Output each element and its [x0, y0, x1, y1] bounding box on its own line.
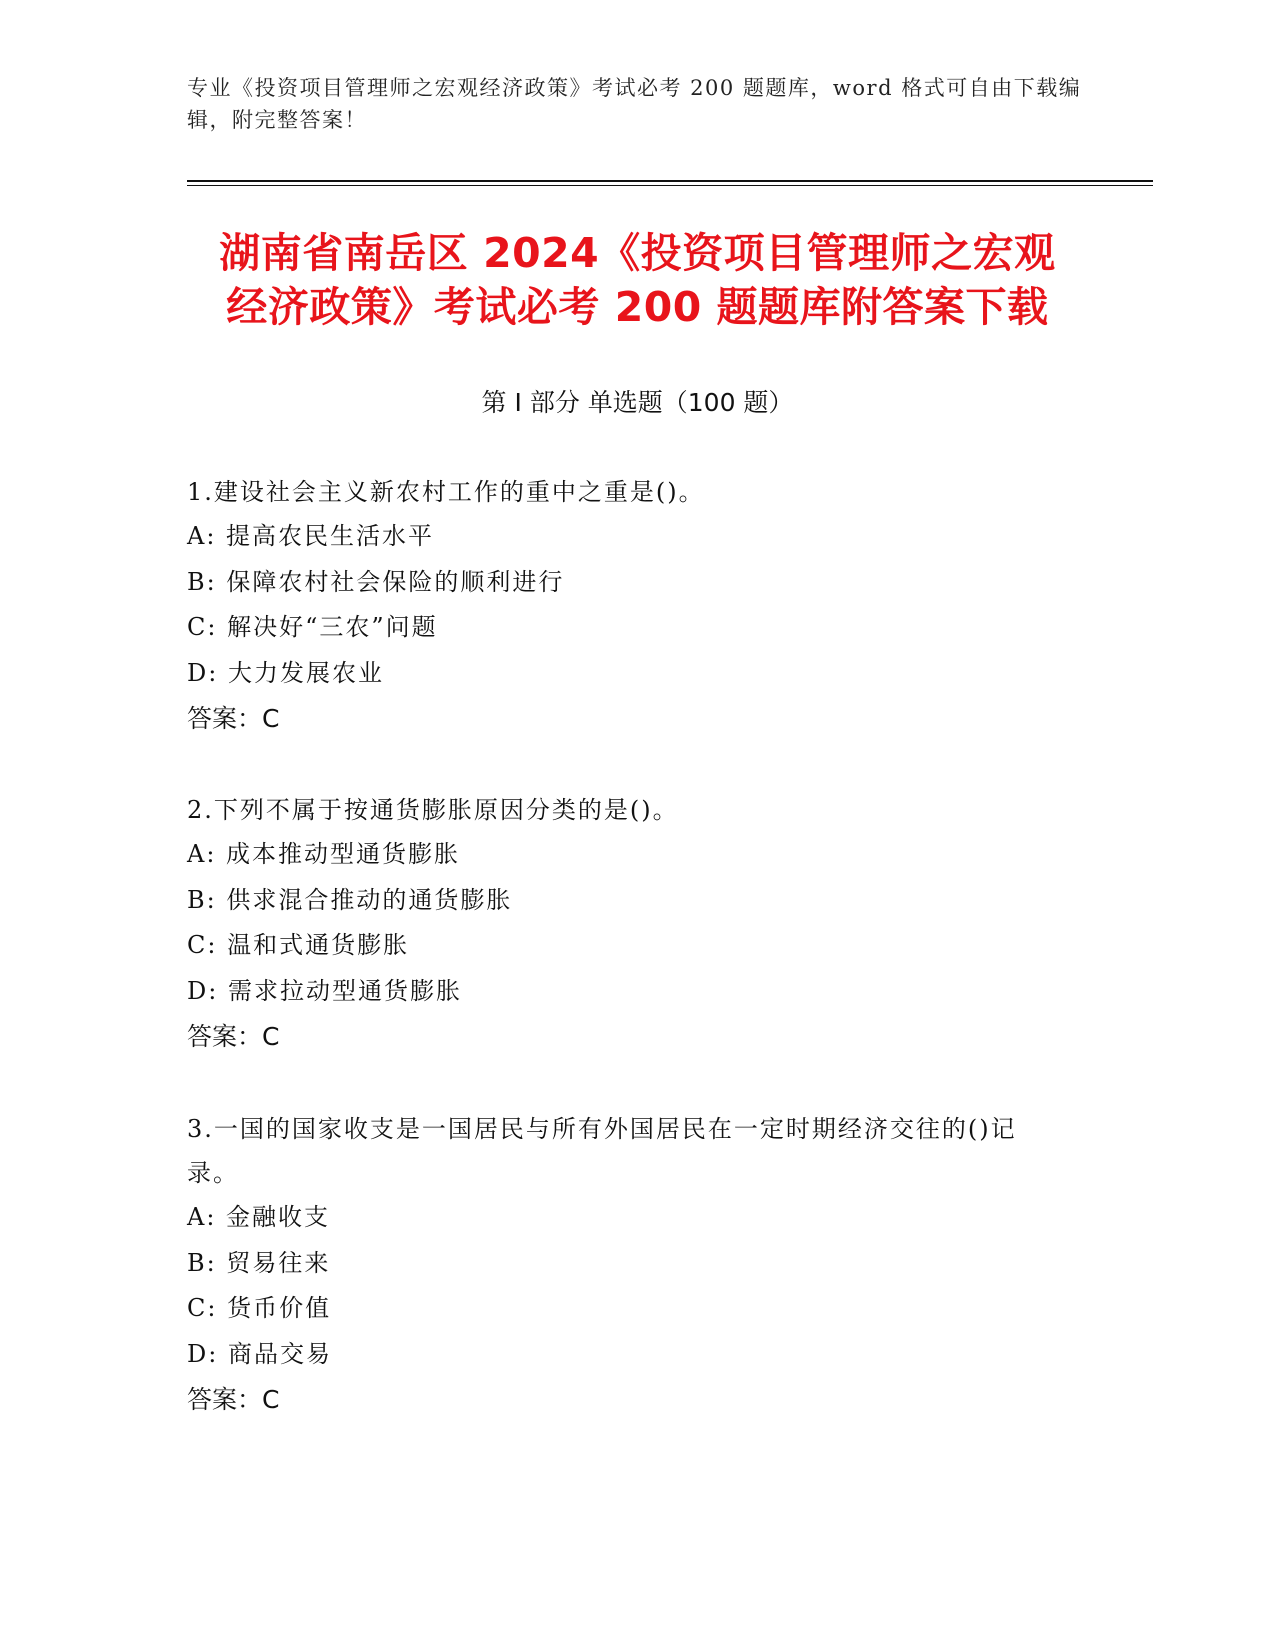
option-a: A: 成本推动型通货膨胀 — [187, 840, 461, 868]
option-b: B: 供求混合推动的通货膨胀 — [187, 885, 513, 914]
option-a: A: 提高农民生活水平 — [187, 522, 435, 550]
option-b: B: 保障农村社会保险的顺利进行 — [187, 567, 565, 596]
option-d: D: 商品交易 — [187, 1339, 332, 1368]
header-note: 专业《投资项目管理师之宏观经济政策》考试必考 200 题题库，word 格式可自由下载编辑，附完整答案！ — [187, 76, 1082, 132]
section-title: 第 I 部分 单选题（100 题） — [481, 388, 794, 417]
option-c: C: 货币价值 — [187, 1294, 332, 1322]
answer: 答案：C — [187, 1022, 280, 1051]
document-title-line-1: 湖南省南岳区 2024《投资项目管理师之宏观 — [219, 229, 1056, 277]
question-3 — [187, 1107, 1067, 1422]
option-b: B: 贸易往来 — [187, 1248, 331, 1277]
option-a: A: 金融收支 — [187, 1203, 331, 1231]
header-divider-thick — [187, 180, 1153, 182]
question-stem: 1.建设社会主义新农村工作的重中之重是()。 — [187, 478, 705, 506]
document-title-line-2: 经济政策》考试必考 200 题题库附答案下载 — [226, 283, 1049, 331]
option-c: C: 解决好“三农”问题 — [187, 613, 438, 641]
answer: 答案：C — [187, 1385, 280, 1414]
question-stem: 3.一国的国家收支是一国居民与所有外国居民在一定时期经济交往的()记录。 — [187, 1115, 1017, 1187]
option-c: C: 温和式通货膨胀 — [187, 931, 410, 959]
question-stem: 2.下列不属于按通货膨胀原因分类的是()。 — [187, 796, 679, 824]
option-d: D: 大力发展农业 — [187, 658, 384, 687]
answer: 答案：C — [187, 704, 280, 733]
header-divider-thin — [187, 185, 1153, 186]
question-1 — [187, 470, 1067, 741]
option-d: D: 需求拉动型通货膨胀 — [187, 976, 462, 1005]
question-2 — [187, 788, 1067, 1059]
document-title — [150, 226, 1125, 334]
